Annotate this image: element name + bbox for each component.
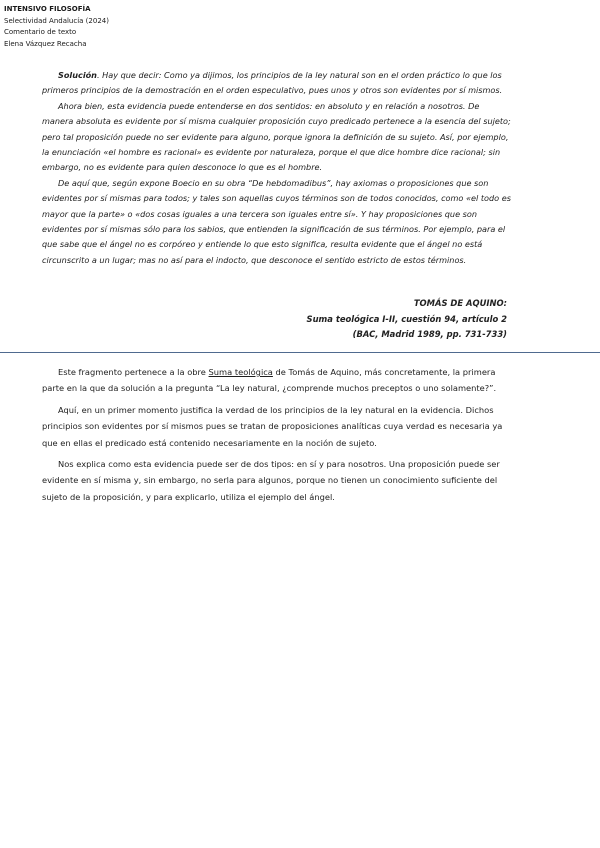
document-header: [4, 4, 109, 50]
work-title-underlined: Suma teológica: [208, 367, 273, 377]
source-text-excerpt: [42, 68, 512, 268]
source-paragraph-1-text: . Hay que decir: Como ya dijimos, los principios de la ley natural son en el orden práctico lo que los primeros principios de la demostración en el orden especulativo, pues unos y otros son evidentes por sí mismos.: [42, 70, 503, 96]
course-title: INTENSIVO FILOSOFÍA: [4, 5, 91, 13]
source-paragraph-2: Ahora bien, esta evidencia puede entenderse en dos sentidos: en absoluto y en relación a nosotros. De manera absoluta es evidente por sí misma cualquier proposición cuyo predicado pertenece a la esencia del sujeto; pero tal proposición puede no ser evidente para alguno, porque ignora la definición de su sujeto. Así, por ejemplo, la enunciación «el hombre es racional» es evidente por naturaleza, porque el que dice hombre dice racional; sin embargo, no es evidente para quien desconoce lo que es el hombre.: [42, 100, 511, 173]
commentary-paragraph-1: [42, 364, 512, 397]
commentary-section: [42, 364, 512, 510]
commentary-paragraph-3: Nos explica como esta evidencia puede ser de dos tipos: en sí y para nosotros. Una proposición puede ser evidente en sí misma y, sin embargo, no serla para algunos, porque no tienen un conocimiento suficiente del sujeto de la proposición, y para explicarlo, utiliza el ejemplo del ángel.: [42, 459, 500, 502]
section-divider: [0, 352, 600, 353]
solution-lead: Solución: [58, 70, 97, 80]
author-name: Elena Vázquez Recacha: [4, 39, 87, 48]
citation-author: TOMÁS DE AQUINO:: [413, 298, 507, 308]
exercise-type: Comentario de texto: [4, 28, 77, 36]
commentary-p1-rest: de Tomás de Aquino, más concretamente, la primera parte en la que da solución a la pregunta “La ley natural, ¿comprende muchos preceptos o uno solamente?”.: [42, 367, 497, 394]
commentary-p1-intro: Este fragmento pertenece a la obre: [58, 367, 209, 377]
source-paragraph-1: [42, 68, 512, 99]
citation: [307, 296, 507, 343]
source-paragraph-3: De aquí que, según expone Boecio en su obra “De hebdomadibus”, hay axiomas o proposiciones que son evidentes por sí mismas para todos; y tales son aquellas cuyos términos son de todos conocidos, como «el todo es mayor que la parte» o «dos cosas iguales a una tercera son iguales entre sí». Y hay proposiciones que son evidentes por sí mismas sólo para los sabios, que entienden la significación de sus términos. Por ejemplo, para el que sabe que el ángel no es corpóreo y entiende lo que esto significa, resulta evidente que el ángel no está circunscrito a un lugar; mas no así para el indocto, que desconoce el sentido estricto de estos términos.: [42, 177, 511, 265]
commentary-paragraph-2: Aquí, en un primer momento justifica la verdad de los principios de la ley natural en la evidencia. Dichos principios son evidentes por sí mismos pues se tratan de proposiciones analíticas cuya verdad es necesaria ya que en ellas el predicado está contenido necesariamente en la noción de sujeto.: [42, 404, 503, 448]
citation-edition: (BAC, Madrid 1989, pp. 731-733): [352, 329, 507, 340]
citation-work: Suma teológica I-II, cuestión 94, artículo 2: [306, 313, 507, 324]
exam-name: Selectividad Andalucía (2024): [4, 16, 109, 25]
